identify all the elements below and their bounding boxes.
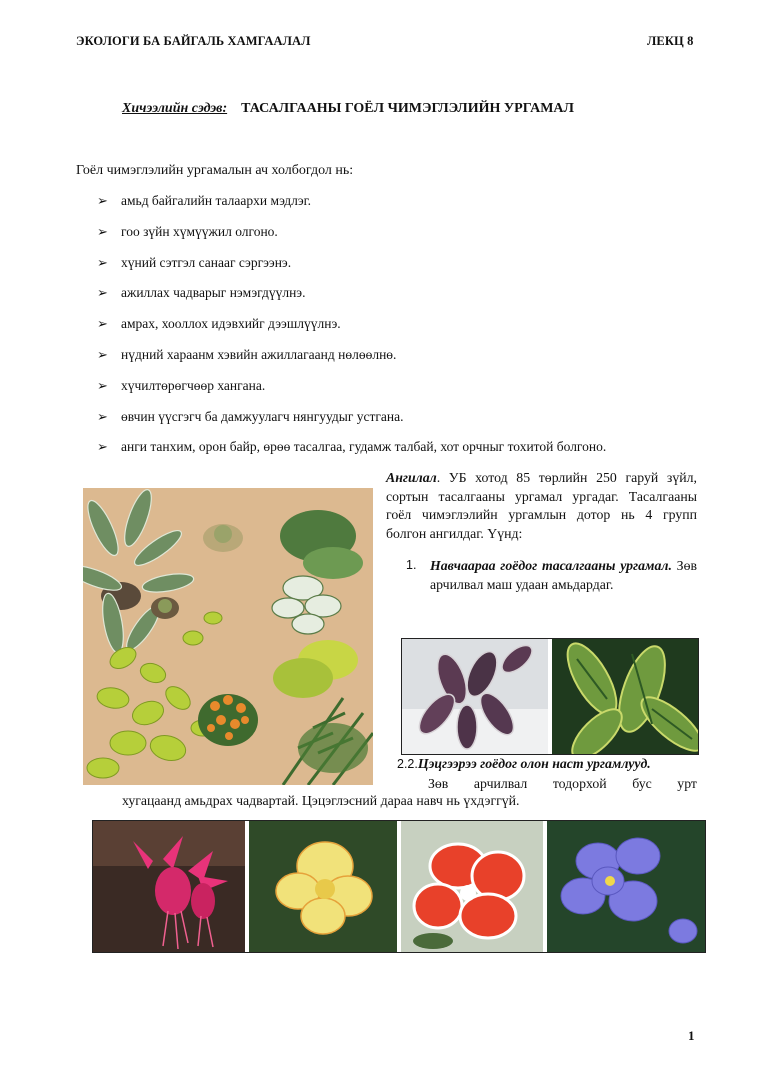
leafy-plants-photos [401, 638, 699, 755]
list-item: ➢ амрах, хооллох идэвхийг дээшлүүлнэ. [97, 316, 341, 332]
arrow-bullet-icon: ➢ [97, 346, 108, 362]
list-item: ➢ хүчилтөрөгчөөр хангана. [97, 377, 266, 393]
classification-text: . УБ хотод 85 төрлийн 250 гаруй зүйл, сортын тасалгааны ургамал ургадаг. Тасалгааны гоёл чимэглэлийн ургамлын дотор нь 4 групп болгон ангилдаг. Үүнд: [386, 470, 697, 541]
arrow-bullet-icon: ➢ [97, 439, 108, 455]
group-title: Цэцгээрээ гоёдог олон наст ургамлууд. [417, 756, 651, 771]
list-item: ➢ гоо зүйн хүмүүжил олгоно. [97, 223, 278, 239]
arrow-bullet-icon: ➢ [97, 285, 108, 301]
topic-title: ТАСАЛГААНЫ ГОЁЛ ЧИМЭГЛЭЛИЙН УРГАМАЛ [241, 101, 574, 116]
arrow-bullet-icon: ➢ [97, 254, 108, 270]
group-text: Зөв арчилвал маш удаан амьдардаг. [430, 558, 697, 592]
arrow-bullet-icon: ➢ [97, 316, 108, 332]
arrow-bullet-icon: ➢ [97, 408, 108, 424]
list-item: ➢ хүний сэтгэл санааг сэргээнэ. [97, 254, 292, 270]
lecture-number: ЛЕКЦ 8 [647, 34, 694, 48]
group-2-continuation: хугацаанд амьдрах чадвартай. Цэцэглэсний дараа навч нь үхдэггүй. [122, 793, 520, 808]
list-item: ➢ өвчин үүсгэгч ба дамжуулагч нянгуудыг устгана. [97, 408, 404, 424]
arrow-bullet-icon: ➢ [97, 193, 108, 208]
list-item: ➢ анги танхим, орон байр, өрөө тасалгаа, гудамж талбай, хот орчныг тохитой болгоно. [97, 439, 607, 455]
group-number: 2.2. [397, 757, 418, 771]
importance-list [97, 193, 606, 470]
list-item: ➢ амьд байгалийн талаархи мэдлэг. [97, 193, 312, 208]
list-item: ➢ ажиллах чадварыг нэмэгдүүлнэ. [97, 285, 306, 301]
group-item-2 [397, 754, 697, 793]
arrow-bullet-icon: ➢ [97, 377, 108, 393]
group-text-line: Зөв арчилвал тодорхой бус урт [428, 776, 697, 791]
topic-label: Хичээлийн сэдэв: [122, 101, 228, 116]
group-number: 1. [406, 558, 417, 572]
classification-paragraph [386, 469, 697, 543]
document-header-title: ЭКОЛОГИ БА БАЙГАЛЬ ХАМГААЛАЛ [76, 34, 311, 48]
page-number: 1 [688, 1028, 695, 1043]
intro-sentence: Гоёл чимэглэлийн ургамалын ач холбогдол нь: [76, 163, 354, 178]
topic-title-row [122, 101, 574, 117]
houseplants-photo [83, 488, 373, 785]
list-item: ➢ нүдний хараанм хэвийн ажиллагаанд нөлөөлнө. [97, 346, 397, 362]
group-item-1 [406, 556, 697, 594]
flowering-plants-photos [92, 820, 706, 953]
classification-label: Ангилал [386, 470, 437, 485]
arrow-bullet-icon: ➢ [97, 223, 108, 239]
group-title: Навчаараа гоёдог тасалгааны ургамал. [430, 558, 672, 573]
